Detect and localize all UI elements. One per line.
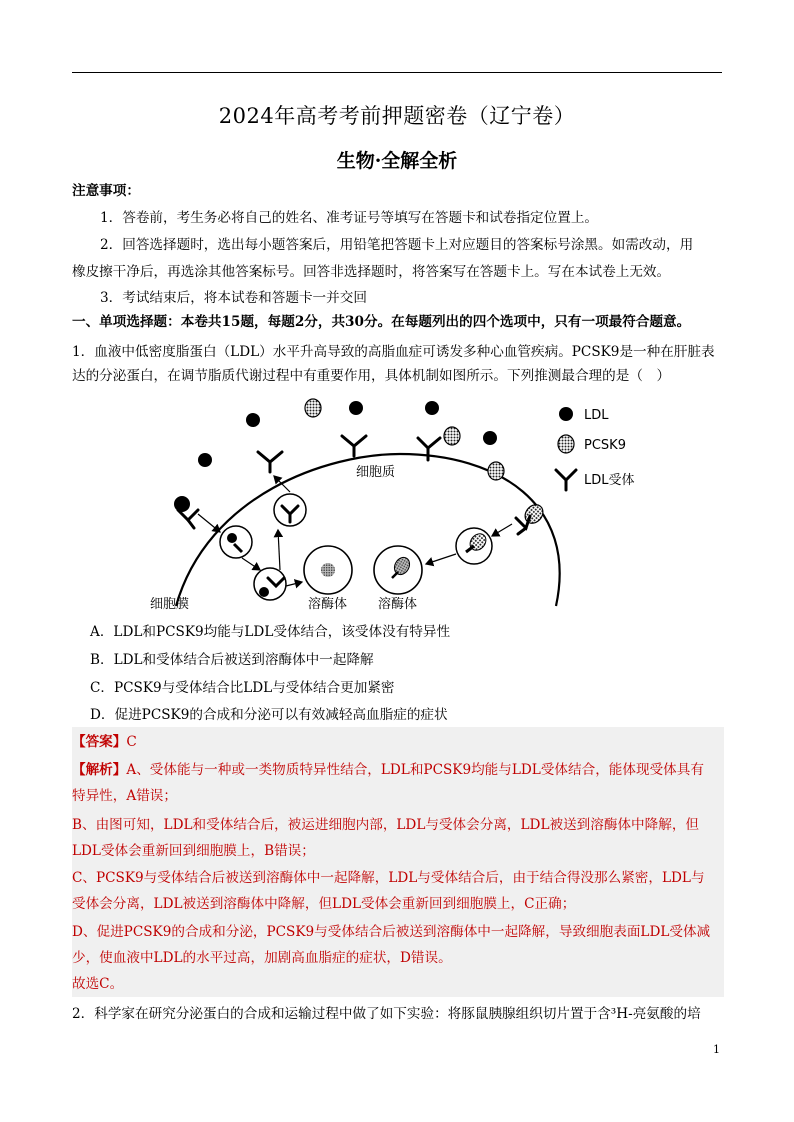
arrow (242, 558, 260, 570)
vesicle (254, 568, 286, 600)
section-heading: 一、单项选择题：本卷共15题，每题2分，共30分。在每题列出的四个选项中，只有一项最符合题意。 (72, 314, 691, 330)
legend-receptor-label: LDL受体 (584, 473, 635, 488)
legend-pcsk9-label: PCSK9 (584, 438, 626, 453)
ldl-particle (349, 401, 363, 415)
q1-option-c: C．PCSK9与受体结合比LDL与受体结合更加紧密 (90, 680, 395, 696)
label-cytoplasm: 细胞质 (356, 465, 396, 480)
answer-value: C (126, 734, 137, 750)
label-lysosome-2: 溶酶体 (378, 597, 418, 612)
note-item-3: 3．考试结束后，将本试卷和答题卡一并交回 (100, 290, 367, 306)
ldl-particle (174, 496, 190, 512)
ldl-receptor (342, 436, 366, 456)
analysis-line-1: 【解析】A、受体能与一种或一类物质特异性结合，LDL和PCSK9均能与LDL受体结合，能体现受体具有 (72, 762, 704, 778)
page-subtitle: 生物·全解全析 (336, 150, 458, 172)
analysis-line-4: LDL受体会重新回到细胞膜上，B错误； (72, 843, 315, 859)
analysis-line-8: 少，使血液中LDL的水平过高，加剧高血脂症的症状，D错误。 (72, 950, 452, 966)
analysis-line-2: 特异性，A错误； (72, 788, 177, 804)
label-membrane: 细胞膜 (150, 597, 190, 612)
q1-option-b: B．LDL和受体结合后被送到溶酶体中一起降解 (90, 652, 374, 668)
arrow (198, 514, 220, 532)
ldl-particle (425, 401, 439, 415)
arrow (492, 524, 512, 536)
legend-pcsk9-icon (558, 435, 574, 453)
header-rule (72, 72, 722, 73)
ldl-receptor (258, 452, 282, 472)
ldl-particle (483, 431, 497, 445)
pcsk9-particle (305, 399, 321, 417)
legend-receptor-icon (556, 470, 576, 490)
answer-label: 【答案】 (72, 734, 127, 750)
note-item-2-cont: 橡皮擦干净后，再选涂其他答案标号。回答非选择题时，将答案写在答题卡上。写在本试卷上无效。 (72, 264, 671, 280)
label-lysosome-1: 溶酶体 (308, 597, 348, 612)
page-number: 1 (713, 1043, 720, 1056)
legend-ldl-icon (559, 407, 573, 421)
arrow (278, 530, 280, 570)
ldl-particle (198, 453, 212, 467)
notes-heading: 注意事项： (72, 183, 140, 199)
q1-stem-line-1: 1．血液中低密度脂蛋白（LDL）水平升高导致的高脂血症可诱发多种心血管疾病。PCSK9是一种在肝脏表 (72, 344, 715, 360)
legend-ldl-label: LDL (584, 408, 609, 423)
pcsk9-particle (444, 427, 460, 445)
ldl-pcsk9-mechanism-figure (138, 394, 658, 614)
ldl-receptor (178, 510, 198, 528)
arrow (426, 554, 456, 564)
pcsk9-particle (488, 462, 504, 480)
analysis-line-5: C、PCSK9与受体结合后被送到溶酶体中一起降解，LDL与受体结合后，由于结合得没那么紧密，LDL与 (72, 870, 705, 886)
vesicle (220, 526, 252, 558)
analysis-line-9: 故选C。 (72, 976, 124, 992)
analysis-line-3: B、由图可知，LDL和受体结合后，被运进细胞内部，LDL与受体会分离，LDL被送到溶酶体中降解，但 (72, 817, 700, 833)
arrow (274, 476, 290, 492)
answer-line (72, 732, 724, 752)
arrow (286, 582, 302, 586)
note-item-2: 2．回答选择题时，选出每小题答案后，用铅笔把答题卡上对应题目的答案标号涂黑。如需改动，用 (100, 237, 694, 253)
q1-option-d: D．促进PCSK9的合成和分泌可以有效减轻高血脂症的症状 (90, 707, 448, 723)
q1-stem-line-2: 达的分泌蛋白，在调节脂质代谢过程中有重要作用，具体机制如图所示。下列推测最合理的是（ ） (72, 368, 671, 384)
analysis-label: 【解析】 (72, 762, 127, 778)
ldl-particle (246, 413, 260, 427)
analysis-line-6: 受体会分离，LDL被送到溶酶体中降解，但LDL受体会重新回到细胞膜上，C正确； (72, 896, 576, 912)
note-item-1: 1．答卷前，考生务必将自己的姓名、准考证号等填写在答题卡和试卷指定位置上。 (100, 210, 599, 226)
pcsk9-particle (521, 501, 546, 527)
q1-option-a: A．LDL和PCSK9均能与LDL受体结合，该受体没有特异性 (90, 624, 451, 640)
ldl-receptor (516, 516, 530, 534)
page-title: 2024年高考考前押题密卷（辽宁卷） (218, 104, 576, 128)
q2-stem-line-1: 2．科学家在研究分泌蛋白的合成和运输过程中做了如下实验：将豚鼠胰腺组织切片置于含³H-亮氨酸的培 (72, 1006, 701, 1022)
analysis-line-7: D、促进PCSK9的合成和分泌，PCSK9与受体结合后被送到溶酶体中一起降解，导致细胞表面LDL受体减 (72, 924, 711, 940)
